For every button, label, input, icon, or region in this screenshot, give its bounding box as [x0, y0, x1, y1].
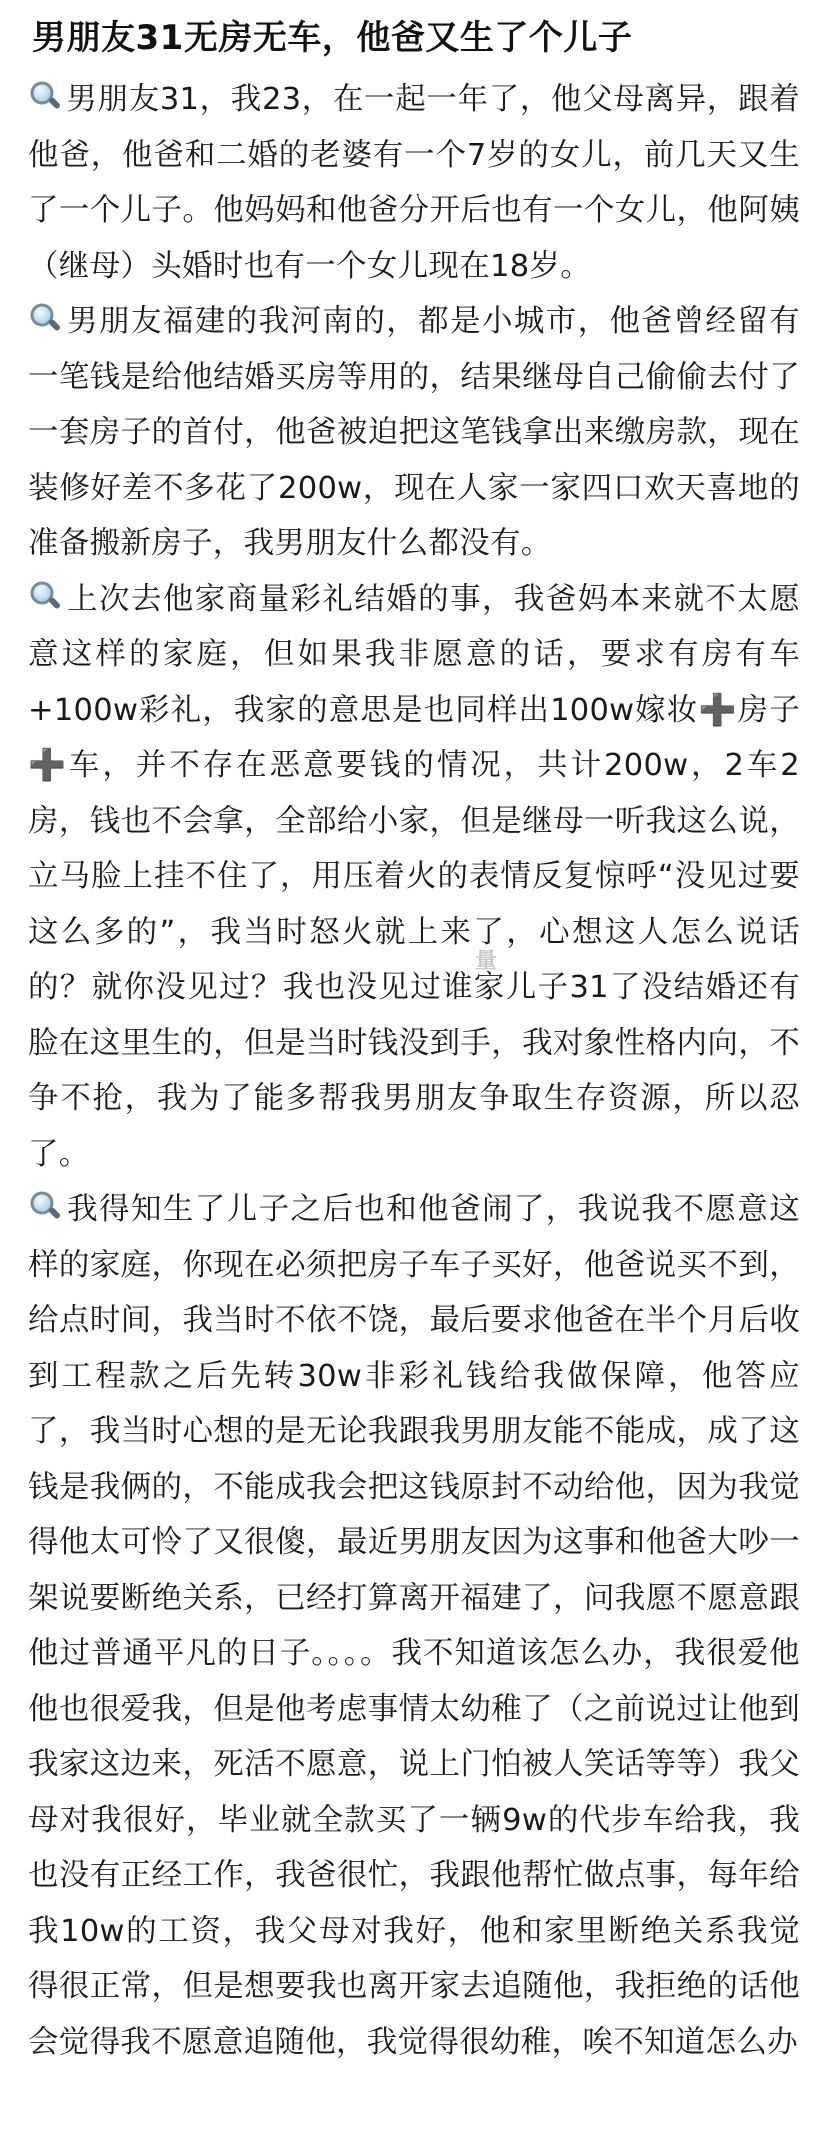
paragraph-text: 男朋友31，我23，在一起一年了，他父母离异，跟着他爸，他爸和二婚的老婆有一个7岁的女儿，前几天又生了一个儿子。他妈妈和他爸分开后也有一个女儿，他阿姨（继母）头婚时也有一个女儿现在18岁。 — [28, 82, 800, 284]
paragraph-2 — [28, 294, 800, 572]
paragraph-4 — [28, 1182, 800, 2070]
magnifying-glass-icon — [28, 77, 64, 111]
paragraph-3 — [28, 572, 800, 1183]
magnifying-glass-icon — [28, 299, 64, 333]
watermark-text: 量 — [475, 949, 504, 974]
paragraph-text: 我得知生了儿子之后也和他爸闹了，我说我不愿意这样的家庭，你现在必须把房子车子买好，他爸说买不到，给点时间，我当时不依不饶，最后要求他爸在半个月后收到工程款之后先转30w非彩礼钱给我做保障，他答应了，我当时心想的是无论我跟我男朋友能不能成，成了这钱是我俩的，不能成我会把这钱原封不动给他，因为我觉得他太可怜了又很傻，最近男朋友因为这事和他爸大吵一架说要断绝关系，已经打算离开福建了，问我愿不愿意跟他过普通平凡的日子。。。。我不知道该怎么办，我很爱他他也很爱我，但是他考虑事情太幼稚了（之前说过让他到我家这边来，死活不愿意，说上门怕被人笑话等等）我父母对我很好，毕业就全款买了一辆9w的代步车给我，我也没有正经工作，我爸很忙，我跟他帮忙做点事，每年给我10w的工资，我父母对我好，他和家里断绝关系我觉得很正常，但是想要我也离开家去追随他，我拒绝的话他会觉得我不愿意追随他，我觉得很幼稚，唉不知道怎么办 — [28, 1192, 800, 2060]
post-title: 男朋友31无房无车，他爸又生了个儿子 — [32, 18, 633, 58]
paragraph-text: 上次去他家商量彩礼结婚的事，我爸妈本来就不太愿意这样的家庭，但如果我非愿意的话，要求有房有车+100w彩礼，我家的意思是也同样出100w嫁妆➕房子➕车，并不存在恶意要钱的情况，共计200w，2车2房，钱也不会拿，全部给小家，但是继母一听我这么说，立马脸上挂不住了，用压着火的表情反复惊呼“没见过要这么多的”，我当时怒火就上来了，心想这人怎么说话的？就你没见过？我也没见过谁家儿子31了没结婚还有脸在这里生的，但是当时钱没到手，我对象性格内向，不争不抢，我为了能多帮我男朋友争取生存资源，所以忍了。 — [28, 581, 800, 1172]
paragraph-text: 男朋友福建的我河南的，都是小城市，他爸曾经留有一笔钱是给他结婚买房等用的，结果继母自己偷偷去付了一套房子的首付，他爸被迫把这笔钱拿出来缴房款，现在装修好差不多花了200w，现在人家一家四口欢天喜地的准备搬新房子，我男朋友什么都没有。 — [28, 304, 800, 561]
magnifying-glass-icon — [28, 577, 64, 611]
paragraph-1 — [28, 72, 800, 294]
post-body — [28, 72, 800, 2070]
magnifying-glass-icon — [28, 1187, 64, 1221]
